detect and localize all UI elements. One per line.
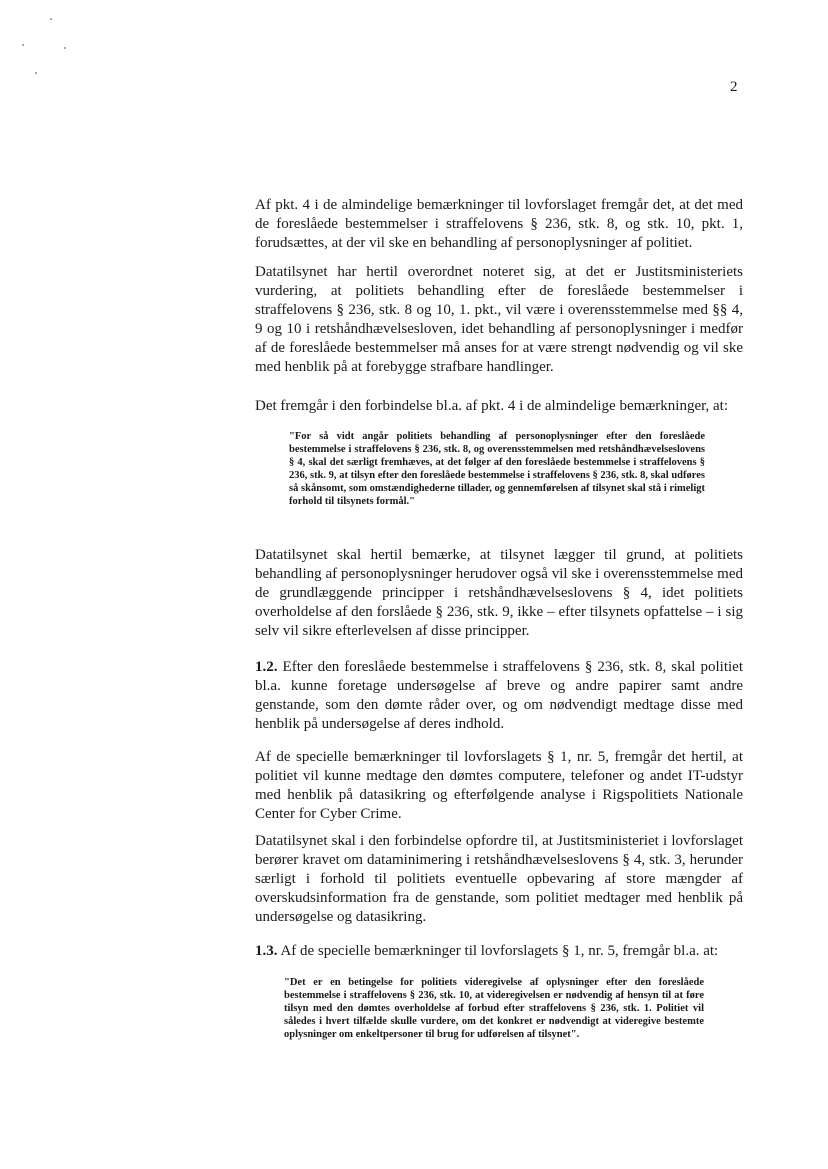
paragraph-8-text: Af de specielle bemærkninger til lovforslagets § 1, nr. 5, fremgår bl.a. at: [280, 943, 719, 959]
scan-speck [22, 44, 24, 46]
block-quote-2: "Det er en betingelse for politiets videregivelse af oplysninger efter den foreslåede bestemmelse i straffelovens § 236, stk. 10, at videregivelsen er nødvendig af hensyn til at føre tilsyn med den dømtes overholdelse af forbud efter straffelovens § 236, stk. 1. Politiet vil således i hvert tilfælde skulle vurdere, om det konkret er nødvendigt at videregive bestemte oplysninger om enkeltpersoner til brug for udførelsen af tilsynet". [284, 977, 704, 1040]
paragraph-6: Af de specielle bemærkninger til lovforslagets § 1, nr. 5, fremgår det hertil, at politiet vil kunne medtage den dømtes computere, telefoner og andet IT-udstyr med henblik på datasikring og efterfølgende analyse i Rigspolitiets Nationale Center for Cyber Crime. [255, 749, 743, 822]
block-quote-1: "For så vidt angår politiets behandling af personoplysninger efter den foreslåede bestemmelse i straffelovens § 236, stk. 8, og overensstemmelsen med retshåndhævelseslovens § 4, skal det særligt fremhæves, at det følger af den foreslåede bestemmelse i straffelovens § 236, stk. 9, at tilsyn efter den foreslåede bestemmelse i straffelovens § 236, stk. 8, skal udføres så skånsomt, som omstændighederne tillader, og gennemførelsen af tilsynet skal stå i rimeligt forhold til tilsynets formål." [289, 431, 705, 507]
paragraph-5-text: Efter den foreslåede bestemmelse i straffelovens § 236, stk. 8, skal politiet bl.a. kunne foretage undersøgelse af breve og andre papirer samt andre genstande, som den dømte råder over, og om nødvendigt medtage disse med henblik på undersøgelse af deres indhold. [255, 659, 744, 732]
paragraph-2: Datatilsynet har hertil overordnet noteret sig, at det er Justitsministeriets vurdering, at politiets behandling efter de foreslåede bestemmelser i straffelovens § 236, stk. 8 og 10, 1. pkt., vil være i overensstemmelse med §§ 4, 9 og 10 i retshåndhævelsesloven, idet behandling af personoplysninger i medfør af de foreslåede bestemmelser må anses for at være strengt nødvendig og vil ske med henblik på at forebygge strafbare handlinger. [255, 264, 743, 375]
page-number: 2 [730, 79, 738, 95]
paragraph-5 [255, 658, 743, 734]
scan-speck [35, 72, 37, 74]
paragraph-7: Datatilsynet skal i den forbindelse opfordre til, at Justitsministeriet i lovforslaget berører kravet om dataminimering i retshåndhævelseslovens § 4, stk. 3, herunder særligt i forhold til politiets eventuelle opbevaring af store mængder af overskudsinformation fra de genstande, som politiet medtager med henblik på undersøgelse og datasikring. [255, 833, 743, 925]
section-number: 1.2. [255, 659, 278, 675]
section-number: 1.3. [255, 943, 278, 959]
paragraph-1: Af pkt. 4 i de almindelige bemærkninger til lovforslaget fremgår det, at det med de foreslåede bestemmelser i straffelovens § 236, stk. 8, og stk. 10, pkt. 1, forudsættes, at der vil ske en behandling af personoplysninger af politiet. [255, 197, 743, 251]
paragraph-4: Datatilsynet skal hertil bemærke, at tilsynet lægger til grund, at politiets behandling af personoplysninger herudover også vil ske i overensstemmelse med de grundlæggende principper i retshåndhævelseslovens § 4, idet politiets overholdelse af den forslåede § 236, stk. 9, ikke – efter tilsynets opfattelse – i sig selv vil sikre efterlevelsen af disse principper. [255, 547, 743, 639]
scan-speck [64, 47, 66, 49]
scan-speck [50, 18, 52, 20]
paragraph-3: Det fremgår i den forbindelse bl.a. af pkt. 4 i de almindelige bemærkninger, at: [255, 398, 728, 414]
paragraph-8 [255, 942, 743, 961]
